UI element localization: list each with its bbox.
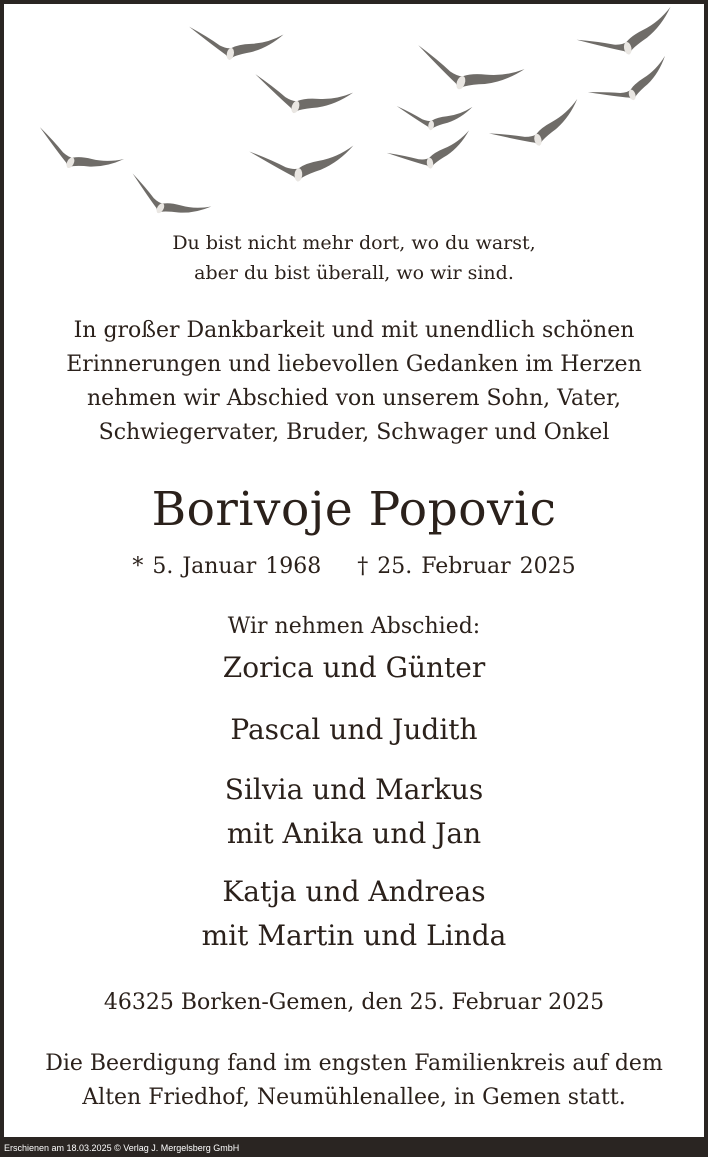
mourner-family [4, 708, 704, 752]
seagull-icon [184, 15, 283, 70]
mourners-heading: Wir nehmen Abschied: [227, 614, 481, 639]
intro-line: nehmen wir Abschied von unserem Sohn, Vater, [86, 386, 622, 411]
poem-line: Du bist nicht mehr dort, wo du warst, [172, 232, 536, 254]
funeral-notice [4, 1047, 704, 1115]
seagull-icon [248, 62, 354, 128]
place-and-date: 46325 Borken-Gemen, den 25. Februar 2025 [103, 990, 605, 1015]
deceased-name: Borivoje Popovic [151, 482, 557, 537]
seagulls-illustration [4, 4, 704, 234]
seagull-icon [486, 99, 586, 157]
birth-date: * 5. Januar 1968 [132, 554, 322, 579]
intro-text [4, 314, 704, 450]
life-dates [4, 550, 704, 584]
seagull-icon [574, 7, 678, 64]
funeral-line: Alten Friedhof, Neumühlenallee, in Gemen statt. [82, 1085, 626, 1110]
seagull-icon [585, 56, 675, 113]
intro-line: Erinnerungen und liebevollen Gedanken im Herzen [66, 352, 642, 377]
seagull-icon [29, 117, 124, 189]
mourner-line: mit Martin und Linda [201, 919, 507, 952]
intro-line: Schwiegervater, Bruder, Schwager und Onkel [98, 420, 610, 445]
mourner-line: Silvia und Markus [224, 773, 484, 806]
death-date: † 25. Februar 2025 [357, 554, 576, 579]
seagull-icon [394, 96, 472, 135]
mourner-family [4, 870, 704, 958]
mourner-family [4, 646, 704, 690]
poem-line: aber du bist überall, wo wir sind. [194, 262, 514, 284]
obituary-card [4, 4, 704, 1137]
intro-line: In großer Dankbarkeit und mit unendlich schönen [73, 318, 635, 343]
mourner-family [4, 768, 704, 856]
publication-footer: Erschienen am 18.03.2025 © Verlag J. Mergelsberg GmbH [4, 1143, 240, 1153]
poem [4, 228, 704, 288]
funeral-line: Die Beerdigung fand im engsten Familienkreis auf dem [45, 1051, 663, 1076]
mourner-line: Katja und Andreas [222, 875, 486, 908]
mourner-line: Zorica und Günter [222, 651, 486, 684]
seagull-icon [122, 164, 211, 234]
mourner-line: mit Anika und Jan [226, 817, 482, 850]
seagull-icon [409, 32, 525, 108]
mourner-line: Pascal und Judith [230, 713, 478, 746]
